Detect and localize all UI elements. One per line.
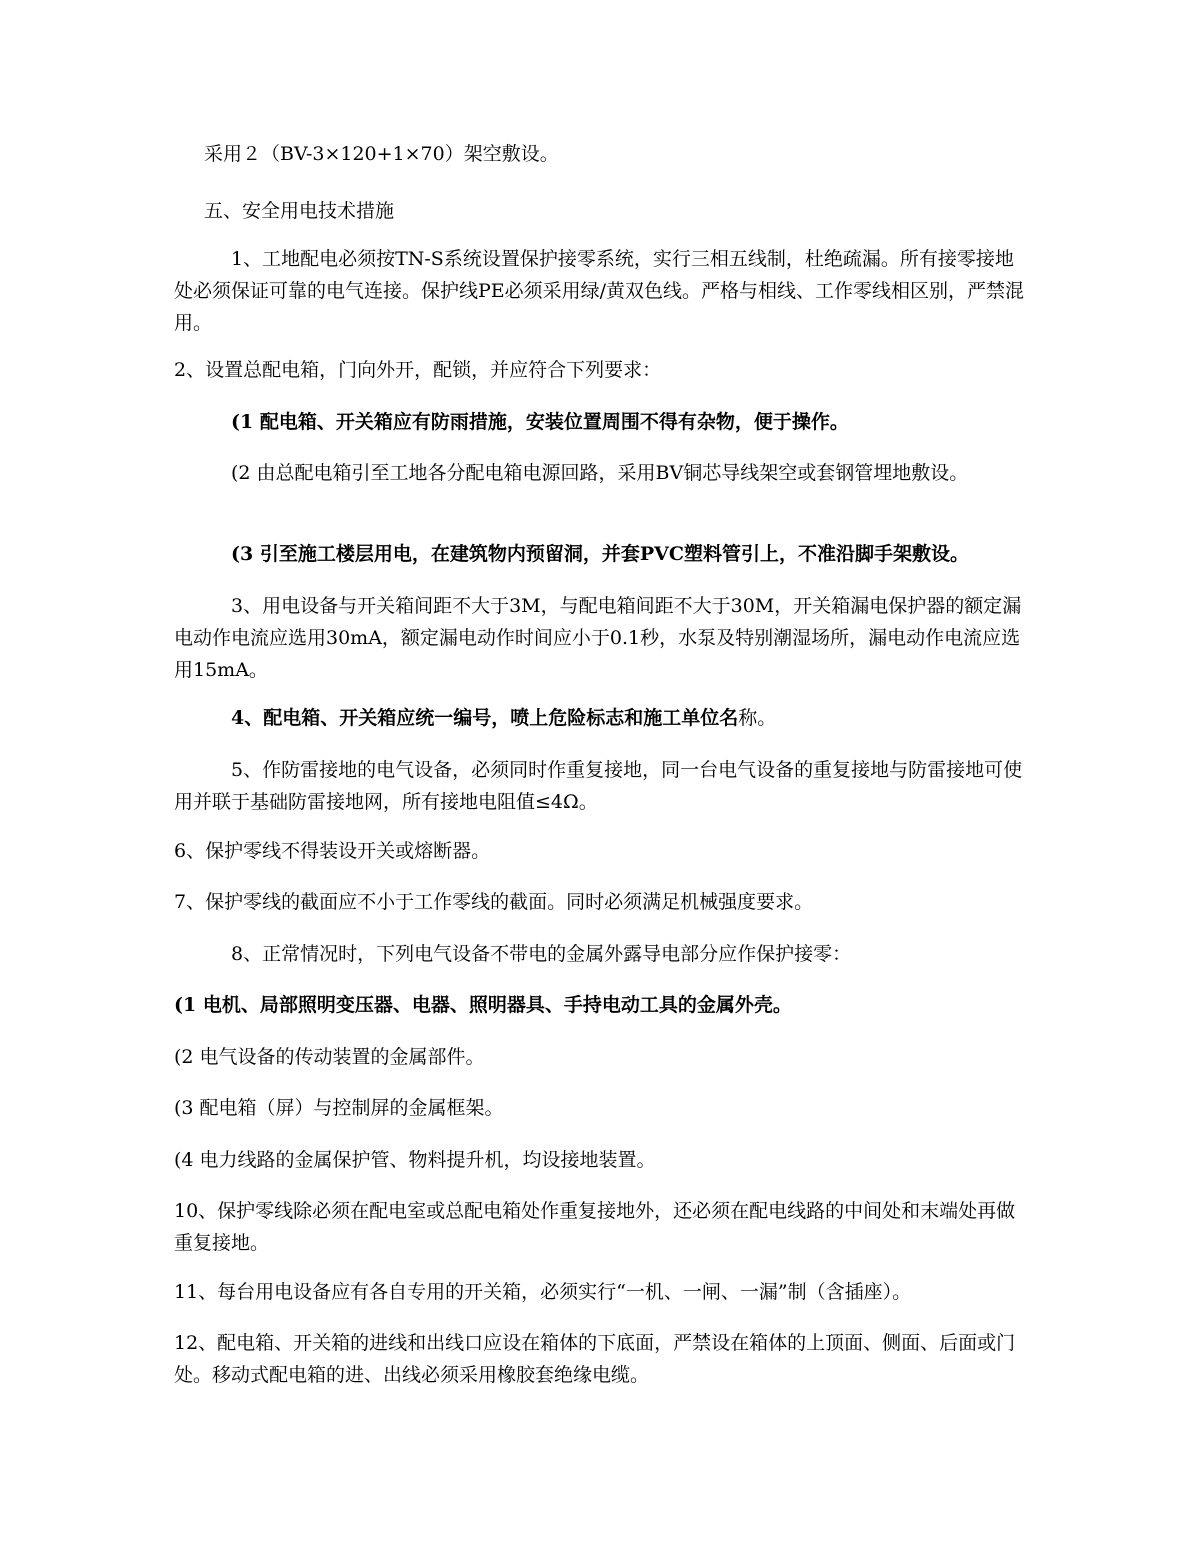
paragraph-item-6: 6、保护零线不得装设开关或熔断器。 (174, 840, 491, 862)
paragraph-item-7: 7、保护零线的截面应不小于工作零线的截面。同时必须满足机械强度要求。 (174, 891, 814, 913)
sub-item-2-3: (3 引至施工楼层用电，在建筑物内预留洞，并套PVC塑料管引上，不准沿脚手架敷设。 (231, 543, 969, 565)
sub-item-2-1: (1 配电箱、开关箱应有防雨措施，安装位置周围不得有杂物，便于操作。 (231, 411, 849, 433)
sub-item-8-3: (3 配电箱（屏）与控制屏的金属框架。 (174, 1097, 504, 1119)
paragraph-item-2: 2、设置总配电箱，门向外开，配锁，并应符合下列要求： (174, 359, 662, 381)
paragraph-cable-laying: 采用２（BV-3×120+1×70）架空敷设。 (204, 143, 559, 165)
paragraph-item-8: 8、正常情况时，下列电气设备不带电的金属外露导电部分应作保护接零： (231, 943, 852, 965)
sub-item-8-4: (4 电力线路的金属保护管、物料提升机，均设接地装置。 (174, 1149, 656, 1171)
paragraph-item-5: 5、作防雷接地的电气设备，必须同时作重复接地，同一台电气设备的重复接地与防雷接地可使用并联于基础防雷接地网，所有接地电阻值≤4Ω。 (174, 759, 1023, 813)
sub-item-8-2: (2 电气设备的传动装置的金属部件。 (174, 1046, 485, 1068)
paragraph-item-4-bold: 4、配电箱、开关箱应统一编号，喷上危险标志和施工单位名 (231, 707, 739, 729)
section-heading-safety-measures: 五、安全用电技术措施 (204, 200, 395, 222)
sub-item-2-2: (2 由总配电箱引至工地各分配电箱电源回路，采用BV铜芯导线架空或套钢管埋地敷设。 (231, 462, 969, 484)
paragraph-item-1: 1、工地配电必须按TN-S系统设置保护接零系统，实行三相五线制，杜绝疏漏。所有接零接地处必须保证可靠的电气连接。保护线PE必须采用绿/黄双色线。严格与相线、工作零线相区别，严禁混用。 (174, 248, 1025, 334)
paragraph-item-3: 3、用电设备与开关箱间距不大于3M，与配电箱间距不大于30M，开关箱漏电保护器的额定漏电动作电流应选用30mA，额定漏电动作时间应小于0.1秒，水泵及特别潮湿场所，漏电动作电流应选用15mA。 (174, 595, 1022, 681)
paragraph-item-4-tail: 称。 (738, 707, 777, 729)
paragraph-item-11: 11、每台用电设备应有各自专用的开关箱，必须实行“一机、一闸、一漏”制（含插座）。 (174, 1281, 912, 1303)
paragraph-item-4 (174, 702, 1030, 734)
paragraph-item-12: 12、配电箱、开关箱的进线和出线口应设在箱体的下底面，严禁设在箱体的上顶面、侧面、后面或门处。移动式配电箱的进、出线必须采用橡胶套绝缘电缆。 (174, 1332, 1016, 1386)
paragraph-item-10: 10、保护零线除必须在配电室或总配电箱处作重复接地外，还必须在配电线路的中间处和末端处再做重复接地。 (174, 1200, 1016, 1254)
sub-item-8-1: (1 电机、局部照明变压器、电器、照明器具、手持电动工具的金属外壳。 (174, 994, 792, 1016)
